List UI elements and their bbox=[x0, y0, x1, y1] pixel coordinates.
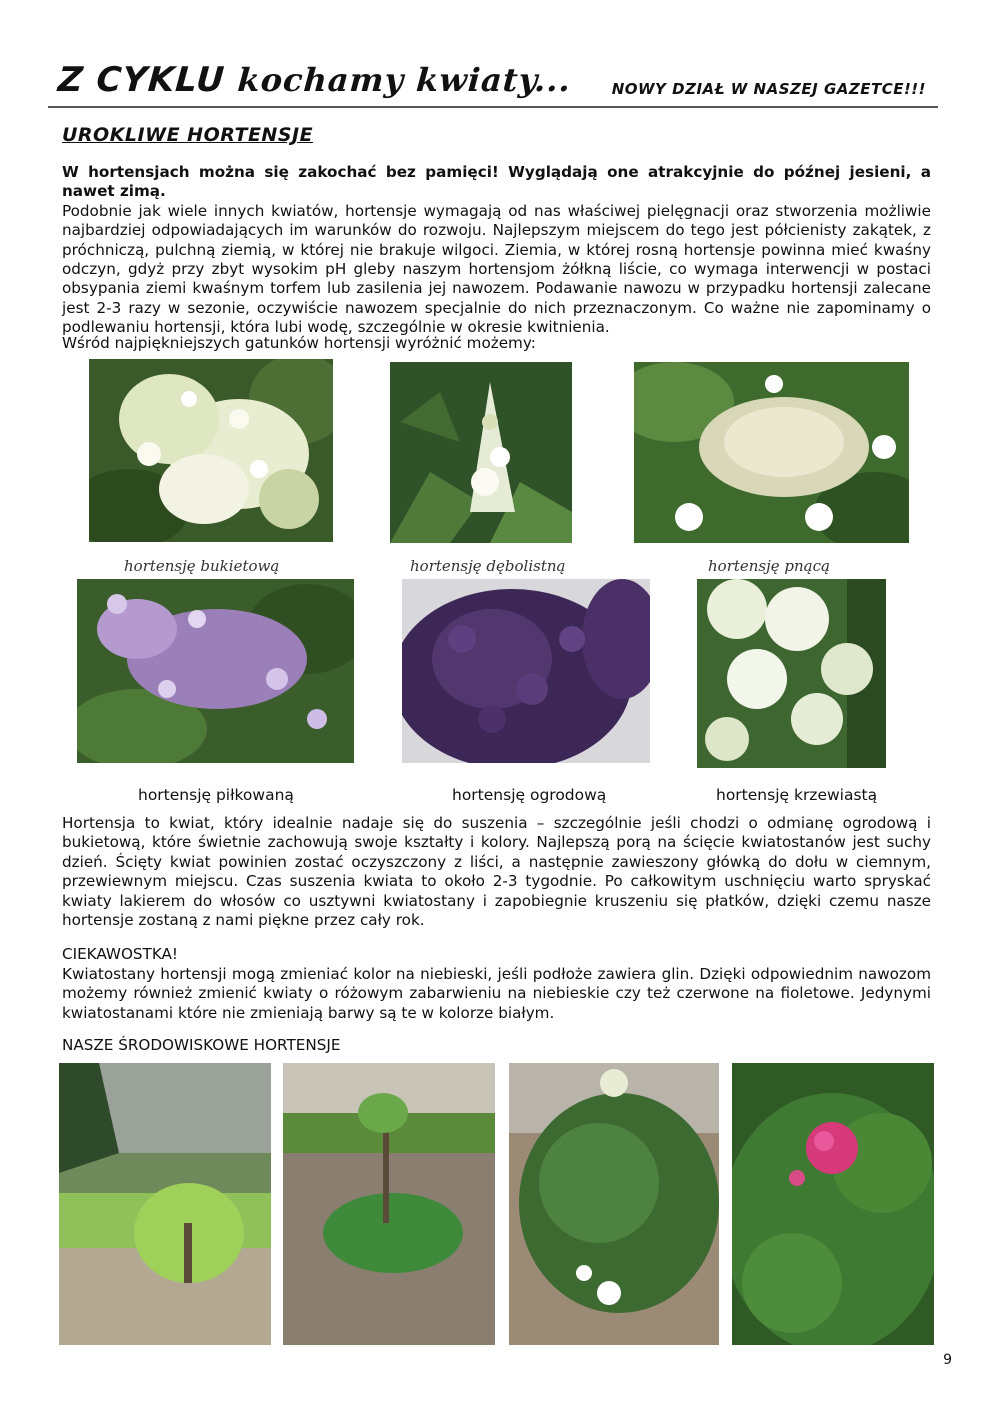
caption-species-6: hortensję krzewiastą bbox=[716, 786, 878, 804]
header-title bbox=[57, 60, 573, 100]
photo-garden-hydrangea bbox=[402, 579, 650, 763]
header-note: NOWY DZIAŁ W NASZEJ GAZETCE!!! bbox=[611, 80, 926, 98]
page-number: 9 bbox=[943, 1352, 952, 1368]
photo-oakleaf-hydrangea bbox=[390, 362, 572, 543]
trivia-paragraph: Kwiatostany hortensji mogą zmieniać kolor na niebieski, jeśli podłoże zawiera glin. Dzięki odpowiednim nawozom możemy również zmienić kwiaty o różowym zabarwieniu na niebieskie czy też czerwone na fioletowe. Jedynymi kwiatostanami które nie zmieniają barwy są te w kolorze białym. bbox=[62, 965, 931, 1022]
photo-school-3 bbox=[509, 1063, 719, 1345]
header-title-script: kochamy kwiaty... bbox=[236, 61, 573, 99]
header-divider bbox=[48, 106, 938, 108]
caption-species-5: hortensję ogrodową bbox=[452, 786, 607, 804]
trivia-heading: CIEKAWOSTKA! bbox=[62, 945, 178, 963]
photo-shrub-hydrangea bbox=[697, 579, 886, 768]
photo-school-4 bbox=[732, 1063, 934, 1345]
photo-lacecap-hydrangea bbox=[77, 579, 354, 763]
photo-school-2 bbox=[283, 1063, 495, 1345]
caption-species-4: hortensję piłkowaną bbox=[138, 786, 294, 804]
caption-species-1: hortensję bukietową bbox=[124, 557, 280, 575]
caption-species-3: hortensję pnącą bbox=[708, 557, 830, 575]
species-intro: Wśród najpiękniejszych gatunków hortensji wyróżnić możemy: bbox=[62, 334, 536, 352]
section-title: UROKLIWE HORTENSJE bbox=[62, 124, 314, 146]
school-heading: NASZE ŚRODOWISKOWE HORTENSJE bbox=[62, 1036, 341, 1054]
caption-species-2: hortensję dębolistną bbox=[410, 557, 566, 575]
drying-paragraph: Hortensja to kwiat, który idealnie nadaje się do suszenia – szczególnie jeśli chodzi o odmianę ogrodową i bukietową, które świetnie zachowują swoje kształty i kolory. Najlepszą porą na ścięcie kwiatostanów jest suchy dzień. Ścięty kwiat powinien zostać oczyszczony z liści, a następnie zawieszony główką do dołu w ciemnym, przewiewnym miejscu. Czas suszenia kwiata to około 2-3 tygodnie. Po całkowitym uschnięciu warto spryskać kwiaty lakierem do włosów co usztywni kwiatostany i zapobiegnie kruszeniu się płatków, dzięki czemu nasze hortensje zostaną z nami piękne przez cały rok. bbox=[62, 814, 931, 930]
intro-bold: W hortensjach można się zakochać bez pamięci! Wyglądają one atrakcyjnie do późnej jesieni, a nawet zimą. bbox=[62, 163, 931, 201]
photo-climbing-hydrangea bbox=[634, 362, 909, 543]
intro-text: Podobnie jak wiele innych kwiatów, hortensje wymagają od nas właściwej pielęgnacji oraz stworzenia możliwie najbardziej odpowiadających im warunków do rozwoju. Najlepszym miejscem do tego jest półcienisty zakątek, z próchniczą, pulchną ziemią, w której nie brakuje wilgoci. Ziemia, w której rosną hortensje powinna mieć kwaśny odczyn, gdyż przy zbyt wysokim pH gleby naszym hortensjom żółkną liście, co wymaga interwencji w postaci obsypania ziemi kwaśnym torfem lub zasilenia jej nawozem. Podawanie nawozu w przypadku hortensji zalecane jest 2-3 razy w sezonie, oczywiście nawozem specjalnie do nich przeznaczonym. Co ważne nie zapominamy o podlewaniu hortensji, która lubi wodę, szczególnie w okresie kwitnienia. bbox=[62, 201, 931, 337]
photo-panicle-hydrangea bbox=[89, 359, 333, 542]
header-title-main: Z CYKLU bbox=[56, 60, 227, 100]
intro-paragraph bbox=[62, 163, 931, 338]
photo-school-1 bbox=[59, 1063, 271, 1345]
